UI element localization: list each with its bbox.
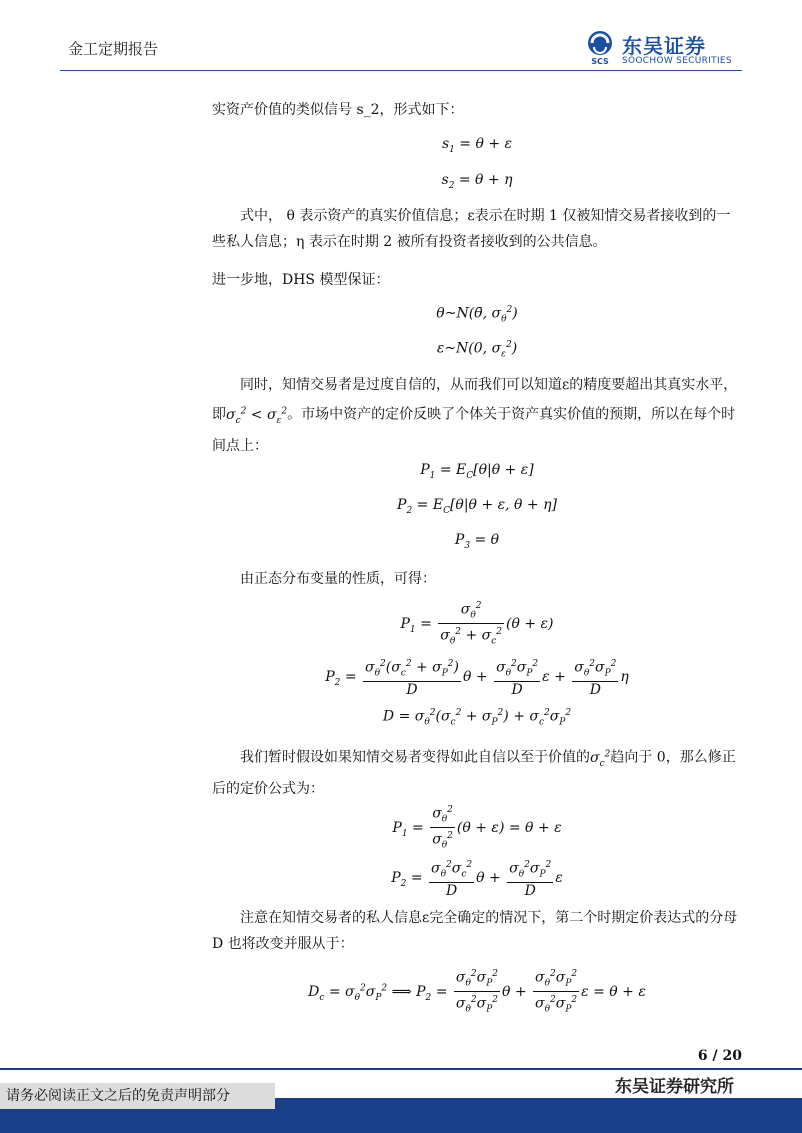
logo-mark-icon [584,30,616,66]
company-logo [584,30,744,68]
paragraph-assumption-a: 我们暂时假设如果知情交易者变得如此自信以至于价值的 [240,749,590,766]
logo-mark-text: SCS [591,57,609,66]
equation-s2: $s_2 = \theta + \eta$ [441,172,513,191]
equation-p3: $P_3 = \theta$ [454,532,500,551]
header-divider [60,70,742,71]
equation-p1: $P_1 = E_C[\theta|\theta + \varepsilon]$ [420,462,534,481]
logo-name-en: SOOCHOW SECURITIES [622,56,732,66]
paragraph-dhs: 进一步地，DHS 模型保证： [212,272,390,288]
equation-p1-corrected: $P_1$ = $\frac{\sigma_\theta^2}{\sigma_\theta^2}$ (θ + ε) = θ + ε [212,802,742,854]
equation-p2: $P_2 = E_C[\theta|\theta + \varepsilon$, θ + η] [397,497,557,516]
equation-p2-corrected: $P_2$ = $\frac{\sigma_\theta^2\sigma_c^2}{D}$ θ + $\frac{\sigma_\theta^2\sigma_P^2}{D}$ ε [212,857,742,899]
equation-theta-dist: θ~N(θ̄, $\sigma_\theta^2$) [436,305,518,325]
inequality-sigma: $\sigma_c^2 < \sigma_\varepsilon^2$ [226,406,288,426]
footer-divider [0,1068,802,1070]
paragraph-overconfidence-b: 。市场中资产的定价反映了个体关于资产真实价值的预期，所以在每个时间点上： [212,406,736,455]
paragraph-denominator-change: 注意在知情交易者的私人信息ε完全确定的情况下，第二个时期定价表达式的分母 D 也将改变并服从于： [212,910,738,952]
equation-epsilon-dist: ε~N(0, $\sigma_\varepsilon^2$) [436,340,518,360]
paragraph-overconfidence-a: 同时，知情交易者是过度自信的，从而我们可以知道ε的精度要超出其真实水平，即 [212,377,738,423]
equation-d: $D = \sigma_\theta^2(\sigma_c^2 + \sigma_P^2) + \sigma_c^2\sigma_P^2$ [382,708,572,728]
equation-p2-expanded: $P_2$ = $\frac{\sigma_\theta^2(\sigma_c^2 + \sigma_P^2)}{D}$ θ + $\frac{\sigma_\theta^2\sigma_P^2}{D}$ ε + $\frac{\sigma_\theta^2\sigma_P^2}{D}$ η [212,656,742,698]
paragraph-overconfidence [212,372,742,459]
paragraph-normal-property: 由正态分布变量的性质，可得： [240,571,436,587]
page-number: 6 / 20 [697,1048,742,1064]
paragraph-assumption [212,741,742,802]
paragraph-signal-intro: 实资产价值的类似信号 s_2，形式如下： [212,102,464,118]
sigma-c-squared: $\sigma_c^2$ [590,749,611,769]
paragraph-definitions: 式中， θ 表示资产的真实价值信息；ε表示在时期 1 仅被知情交易者接收到的一些私人信息；η 表示在时期 2 被所有投资者接收到的公共信息。 [212,208,731,250]
equation-dc: $D_c = \sigma_\theta^2\sigma_P^2$ ⟹ $P_2$ = $\frac{\sigma_\theta^2\sigma_P^2}{\sigma_\theta^2\sigma_P^2}$ θ + $\frac{\sigma_\theta^2\sigma_P^2}{\sigma_\theta^2\sigma_P^2}$ ε = θ + ε [212,966,742,1018]
equation-p1-expanded: $P_1$ = $\frac{\sigma_\theta^2}{\sigma_\theta^2 + \sigma_c^2}$ (θ + ε) [212,598,742,650]
logo-name-cn: 东吴证券 [622,34,706,58]
footer-disclaimer: 请务必阅读正文之后的免责声明部分 [0,1083,275,1109]
report-type-label: 金工定期报告 [68,40,159,58]
paragraph-assumption-b: 趋向于 0，那么修正后的定价公式为： [212,749,736,798]
equation-s1: $s_1 = \theta + \varepsilon$ [441,136,513,155]
footer-institute: 东吴证券研究所 [615,1077,734,1097]
